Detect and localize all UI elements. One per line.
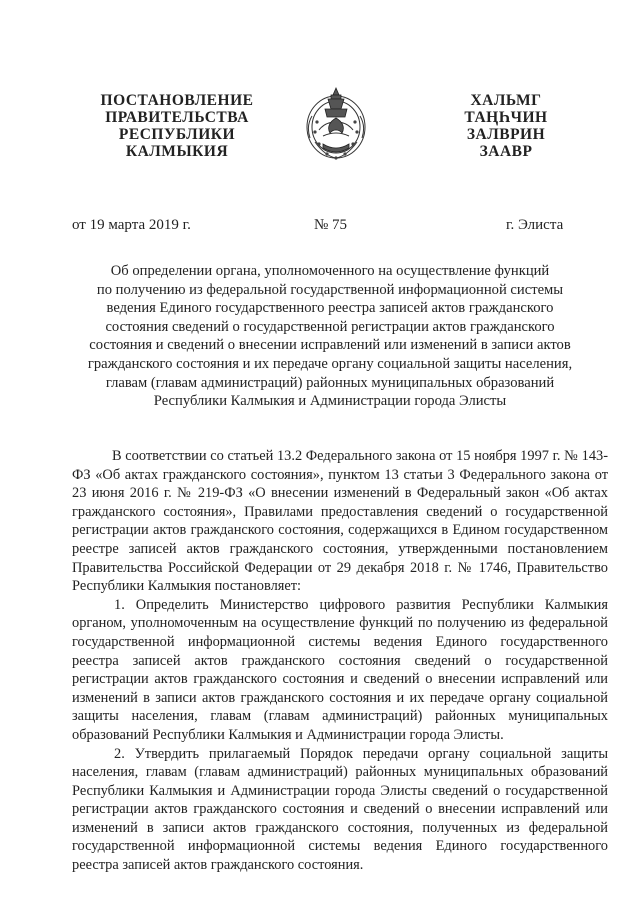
title-line: состояния и сведений о внесении исправлений или изменений в записи актов [89, 337, 571, 354]
title-line: ведения Единого государственного реестра записей актов гражданского [106, 300, 554, 317]
title-line: гражданского состояния и их передаче органу социальной защиты населения, [87, 355, 573, 372]
document-city: г. Элиста [506, 217, 564, 233]
header-right-line: ЗАЛВРИН [466, 126, 546, 143]
kalmykia-coat-of-arms-icon [303, 82, 369, 168]
title-line: главам (главам администраций) районных муниципальных образований [105, 374, 555, 391]
header-left-line: КАЛМЫКИЯ [125, 143, 229, 160]
item-1-paragraph: 1. Определить Министерство цифрового развития Республики Калмыкия органом, уполномоченным на осуществление функций по получению из федеральной государственной информационной системы ведения Единого государственного реестра записей актов гражданского состояния сведений о государственной регистрации актов гражданского состояния и сведений о внесении исправлений или изменений в записи актов гражданского состояния и их передаче органу социальной защиты населения, главам (главам администраций) районных муниципальных образований Республики Калмыкия и Администрации города Элисты. [72, 596, 608, 743]
title-line: Об определении органа, уполномоченного на осуществление функций [110, 263, 550, 279]
title-line: по получению из федеральной государственной информационной системы [96, 281, 564, 298]
title-line: Республики Калмыкия и Администрации города Элисты [153, 393, 507, 410]
item-2-paragraph: 2. Утвердить прилагаемый Порядок передачи органу социальной защиты населения, главам (главам администраций) районных муниципальных образований Республики Калмыкия и Администрации города Элисты сведений о государственной регистрации актов гражданского состояния и сведений о внесении исправлений или изменений в записи актов гражданского состояния, полученных из федеральной государственной информационной системы ведения Единого государственного реестра записей актов гражданского состояния. [72, 745, 608, 874]
header-right-line: ЗААВР [479, 143, 533, 160]
document-body [72, 447, 608, 875]
header-right-title [440, 92, 572, 160]
preamble-paragraph: В соответствии со статьей 13.2 Федерального закона от 15 ноября 1997 г. № 143-ФЗ «Об актах гражданского состояния», пунктом 13 статьи 3 Федерального закона от 23 июня 2016 г. № 219-ФЗ «О внесении изменений в Федеральный закон «Об актах гражданского состояния», Правилами предоставления сведений о государственной регистрации актов гражданского состояния, содержащихся в Едином государственном реестре записей актов гражданского состояния, утвержденными постановлением Правительства Российской Федерации от 29 декабря 2018 г. № 1746, Правительство Республики Калмыкия постановляет: [72, 448, 608, 595]
header-right-line: ХАЛЬМГ [470, 92, 542, 109]
document-number: № 75 [314, 217, 348, 233]
document-date: от 19 марта 2019 г. [72, 217, 191, 233]
header-left-title [98, 92, 256, 160]
header-left-line: РЕСПУБЛИКИ [118, 126, 236, 143]
header-left-line: ПРАВИТЕЛЬСТВА [105, 109, 249, 126]
header-right-line: ТАҢҺЧИН [464, 109, 548, 126]
title-line: состояния сведений о государственной регистрации актов гражданского [105, 318, 555, 335]
header-left-line: ПОСТАНОВЛЕНИЕ [100, 92, 254, 109]
document-title [60, 262, 600, 411]
